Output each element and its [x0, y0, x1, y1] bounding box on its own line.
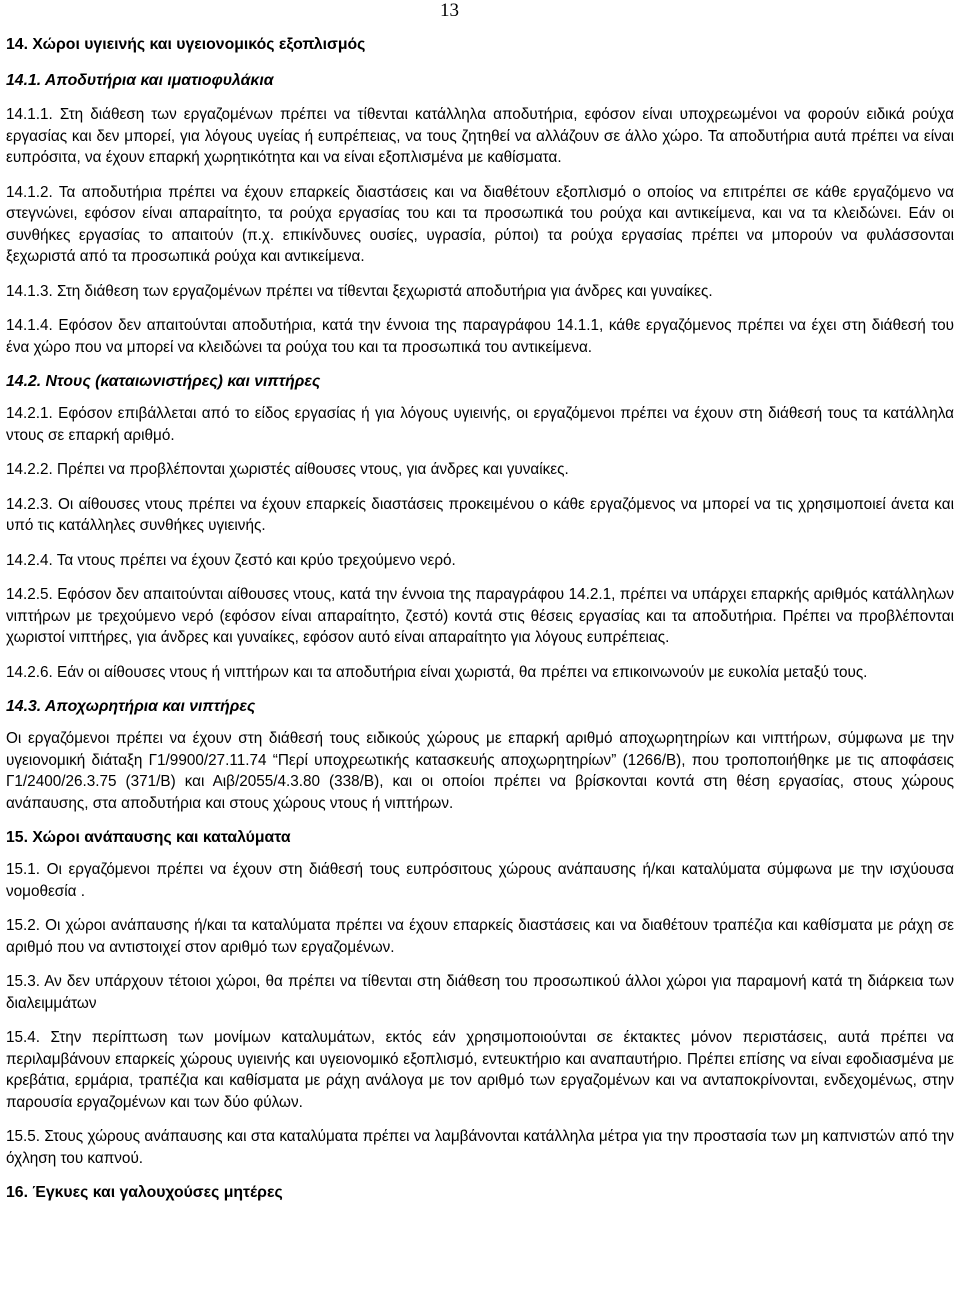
paragraph-14-2-6: 14.2.6. Εάν οι αίθουσες ντους ή νιπτήρων και τα αποδυτήρια είναι χωριστά, θα πρέπει να επικοινωνούν με ευκολία μεταξύ τους.: [6, 663, 868, 681]
paragraph-14-1-2: 14.1.2. Τα αποδυτήρια πρέπει να έχουν επαρκείς διαστάσεις και να διαθέτουν εξοπλισμό ο οποίος να επιτρέπει σε κάθε εργαζόμενο να στεγνώνει, εφόσον είναι απαραίτητο, τα ρούχα εργασίας του και τα προσωπικά του ρούχα και αντικείμενα, και να τα κλειδώνει. Εάν οι συνθήκες εργασίας το απαιτούν (π.χ. επικίνδυνες ουσίες, υγρασία, ρύποι) τα ρούχα εργασίας πρέπει να μπορούν να φυλάσσονται ξεχωριστά από τα προσωπικά ρούχα και αντικείμενα.: [6, 183, 954, 265]
paragraph-15-4: 15.4. Στην περίπτωση των μονίμων καταλυμάτων, εκτός εάν χρησιμοποιούνται σε έκτακτες μόνον περιστάσεις, αυτά πρέπει να περιλαμβάνουν επαρκείς χώρους υγιεινής και υγειονομικό εξοπλισμό, εντευκτήριο και αναπαυτήριο. Πρέπει επίσης να είναι εφοδιασμένα με κρεβάτια, ερμάρια, τραπέζια και καθίσματα με ράχη ανάλογα με τον αριθμό των εργαζομένων και να ανταποκρίνονται, ενδεχομένως, στην παρουσία εργαζομένων και των δύο φύλων.: [6, 1029, 954, 1111]
document-body: [6, 34, 954, 1204]
section-14-3-heading: 14.3. Αποχωρητήρια και νιπτήρες: [6, 698, 256, 715]
section-14-heading: 14. Χώροι υγιεινής και υγειονομικός εξοπλισμός: [6, 36, 366, 53]
paragraph-15-5: 15.5. Στους χώρους ανάπαυσης και στα καταλύματα πρέπει να λαμβάνονται κατάλληλα μέτρα για την προστασία των μη καπνιστών από την όχληση του καπνού.: [6, 1128, 954, 1167]
paragraph-14-1-4: 14.1.4. Εφόσον δεν απαιτούνται αποδυτήρια, κατά την έννοια της παραγράφου 14.1.1, κάθε εργαζόμενος πρέπει να έχει στη διάθεσή του ένα χώρο που να μπορεί να κλειδώνει τα ρούχα του και τα προσωπικά του αντικείμενα.: [6, 317, 954, 356]
paragraph-14-2-1: 14.2.1. Εφόσον επιβάλλεται από το είδος εργασίας ή για λόγους υγιεινής, οι εργαζόμενοι πρέπει να έχουν στη διάθεσή τους τα κατάλληλα ντους σε επαρκή αριθμό.: [6, 405, 954, 444]
section-14-1-heading: 14.1. Αποδυτήρια και ιματιοφυλάκια: [6, 72, 274, 89]
paragraph-14-1-1: 14.1.1. Στη διάθεση των εργαζομένων πρέπει να τίθενται κατάλληλα αποδυτήρια, εφόσον είναι υποχρεωμένοι να φορούν ειδικά ρούχα εργασίας και δεν μπορεί, για λόγους υγείας ή ευπρέπειας, να τους ζητηθεί να αλλάζουν σε άλλο χώρο. Τα αποδυτήρια αυτά πρέπει να είναι ευπρόσιτα, να έχουν επαρκή χωρητικότητα και να είναι εξοπλισμένα με καθίσματα.: [6, 106, 954, 166]
section-16-heading: 16. Έγκυες και γαλουχούσες μητέρες: [6, 1184, 283, 1201]
paragraph-14-1-3: 14.1.3. Στη διάθεση των εργαζομένων πρέπει να τίθενται ξεχωριστά αποδυτήρια για άνδρες και γυναίκες.: [6, 282, 713, 300]
paragraph-14-2-5: 14.2.5. Εφόσον δεν απαιτούνται αίθουσες ντους, κατά την έννοια της παραγράφου 14.2.1, πρέπει να υπάρχει επαρκής αριθμός κατάλληλων νιπτήρων με τρεχούμενο νερό (εφόσον είναι απαραίτητο, ζεστό) κοντά στις θέσεις εργασίας και τα αποδυτήρια. Πρέπει να προβλέπονται χωριστοί νιπτήρες, για άνδρες και γυναίκες, εφόσον αυτό είναι απαραίτητο για λόγους ευπρέπειας.: [6, 586, 954, 646]
section-14-2-heading: 14.2. Ντους (καταιωνιστήρες) και νιπτήρες: [6, 373, 321, 390]
paragraph-14-2-2: 14.2.2. Πρέπει να προβλέπονται χωριστές αίθουσες ντους, για άνδρες και γυναίκες.: [6, 461, 569, 478]
page-number: 13: [440, 0, 459, 21]
paragraph-14-2-3: 14.2.3. Οι αίθουσες ντους πρέπει να έχουν επαρκείς διαστάσεις προκειμένου ο κάθε εργαζόμενος να μπορεί να τις χρησιμοποιεί άνετα και υπό τις κατάλληλες συνθήκες υγιεινής.: [6, 495, 954, 534]
paragraph-14-3: Οι εργαζόμενοι πρέπει να έχουν στη διάθεσή τους ειδικούς χώρους με επαρκή αριθμό αποχωρητηρίων και νιπτήρων, σύμφωνα με την υγειονομική διάταξη Γ1/9900/27.11.74 “Περί υποχρεωτικής κατασκευής αποχωρητηρίων” (1266/Β), που τροποποιήθηκε με τις αποφάσεις Γ1/2400/26.3.75 (371/Β) και Αιβ/2055/4.3.80 (338/Β), και οι οποίοι πρέπει να βρίσκονται κοντά στη θέση εργασίας, στους χώρους ανάπαυσης, στα αποδυτήρια και στους χώρους ντους ή νιπτήρων.: [6, 730, 954, 812]
paragraph-15-2: 15.2. Οι χώροι ανάπαυσης ή/και τα καταλύματα πρέπει να έχουν επαρκείς διαστάσεις και να διαθέτουν τραπέζια και καθίσματα με ράχη σε αριθμό που να αντιστοιχεί στον αριθμό των εργαζομένων.: [6, 917, 954, 956]
paragraph-15-3: 15.3. Αν δεν υπάρχουν τέτοιοι χώροι, θα πρέπει να τίθενται στη διάθεση του προσωπικού άλλοι χώροι για παραμονή κατά τη διάρκεια των διαλειμμάτων: [6, 973, 954, 1012]
paragraph-15-1: 15.1. Οι εργαζόμενοι πρέπει να έχουν στη διάθεσή τους ευπρόσιτους χώρους ανάπαυσης ή/και καταλύματα σύμφωνα με την ισχύουσα νομοθεσία .: [6, 861, 954, 900]
section-15-heading: 15. Χώροι ανάπαυσης και καταλύματα: [6, 829, 291, 846]
paragraph-14-2-4: 14.2.4. Τα ντους πρέπει να έχουν ζεστό και κρύο τρεχούμενο νερό.: [6, 551, 456, 569]
